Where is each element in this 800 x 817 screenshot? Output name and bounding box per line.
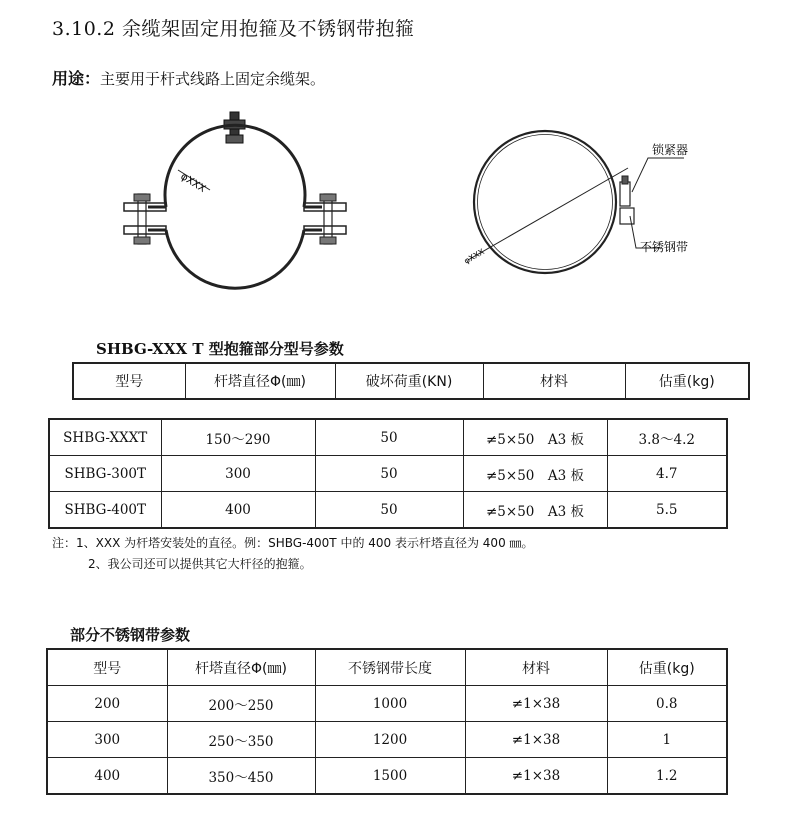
table-cell: ≠5×50 A3 板 (463, 419, 607, 456)
usage-text: 主要用于杆式线路上固定余缆架。 (100, 70, 326, 88)
diameter-label-right: φXXX (462, 247, 486, 266)
table-row (49, 492, 727, 529)
diameter-label-left: φXXX (178, 171, 208, 195)
table-cell: SHBG-XXXT (49, 419, 161, 456)
table-cell: SHBG-400T (49, 492, 161, 529)
table1-body (48, 418, 728, 529)
table-cell: 400 (161, 492, 315, 529)
t1-header-diameter: 杆塔直径Φ(㎜) (185, 363, 335, 399)
table-cell: ≠5×50 A3 板 (463, 492, 607, 529)
table-cell: 300 (161, 456, 315, 492)
table2 (46, 648, 728, 795)
table-cell: 200～250 (167, 686, 315, 722)
t2-header-model: 型号 (47, 649, 167, 686)
t2-header-material: 材料 (465, 649, 607, 686)
table1-header (72, 362, 750, 400)
table-cell: 1200 (315, 722, 465, 758)
table-cell: 1500 (315, 758, 465, 795)
table-cell: 0.8 (607, 686, 727, 722)
table-cell: 200 (47, 686, 167, 722)
t2-header-weight: 估重(kg) (607, 649, 727, 686)
table1-title: SHBG-XXX T 型抱箍部分型号参数 (96, 340, 344, 358)
table-row (47, 722, 727, 758)
hoop-clamp-drawing (118, 108, 358, 308)
table-cell: 50 (315, 419, 463, 456)
t1-header-weight: 估重(kg) (625, 363, 749, 399)
table-cell: 1.2 (607, 758, 727, 795)
table-cell: 3.8～4.2 (607, 419, 727, 456)
t1-header-model: 型号 (73, 363, 185, 399)
table-cell: 50 (315, 492, 463, 529)
table-cell: ≠5×50 A3 板 (463, 456, 607, 492)
table-cell: 1000 (315, 686, 465, 722)
t2-header-length: 不锈钢带长度 (315, 649, 465, 686)
table-row (47, 686, 727, 722)
table-cell: SHBG-300T (49, 456, 161, 492)
table1-note-2: 2、我公司还可以提供其它大杆径的抱箍。 (88, 557, 312, 571)
stainless-band-drawing (460, 130, 710, 290)
usage-line (52, 66, 325, 89)
table-row (47, 758, 727, 795)
table-cell: 150～290 (161, 419, 315, 456)
callout-lock: 锁紧器 (652, 143, 689, 157)
table-row (49, 456, 727, 492)
table-cell: ≠1×38 (465, 686, 607, 722)
callout-band: 不锈钢带 (640, 240, 689, 254)
section-title: 3.10.2 余缆架固定用抱箍及不锈钢带抱箍 (52, 18, 415, 40)
table-cell: 5.5 (607, 492, 727, 529)
table-row (49, 419, 727, 456)
table1-note-1: 注：1、XXX 为杆塔安装处的直径。例：SHBG-400T 中的 400 表示杆塔直径为 400 ㎜。 (52, 536, 534, 550)
table-cell: ≠1×38 (465, 758, 607, 795)
table-cell: 4.7 (607, 456, 727, 492)
t1-header-load: 破坏荷重(KN) (335, 363, 483, 399)
usage-label: 用途 (52, 69, 85, 88)
table-cell: 50 (315, 456, 463, 492)
table2-title: 部分不锈钢带参数 (70, 626, 191, 644)
t2-header-diameter: 杆塔直径Φ(㎜) (167, 649, 315, 686)
t1-header-material: 材料 (483, 363, 625, 399)
table-cell: 350～450 (167, 758, 315, 795)
table-cell: 250～350 (167, 722, 315, 758)
table-cell: 300 (47, 722, 167, 758)
usage-colon: ： (84, 69, 101, 88)
table-cell: ≠1×38 (465, 722, 607, 758)
table-cell: 400 (47, 758, 167, 795)
table-cell: 1 (607, 722, 727, 758)
